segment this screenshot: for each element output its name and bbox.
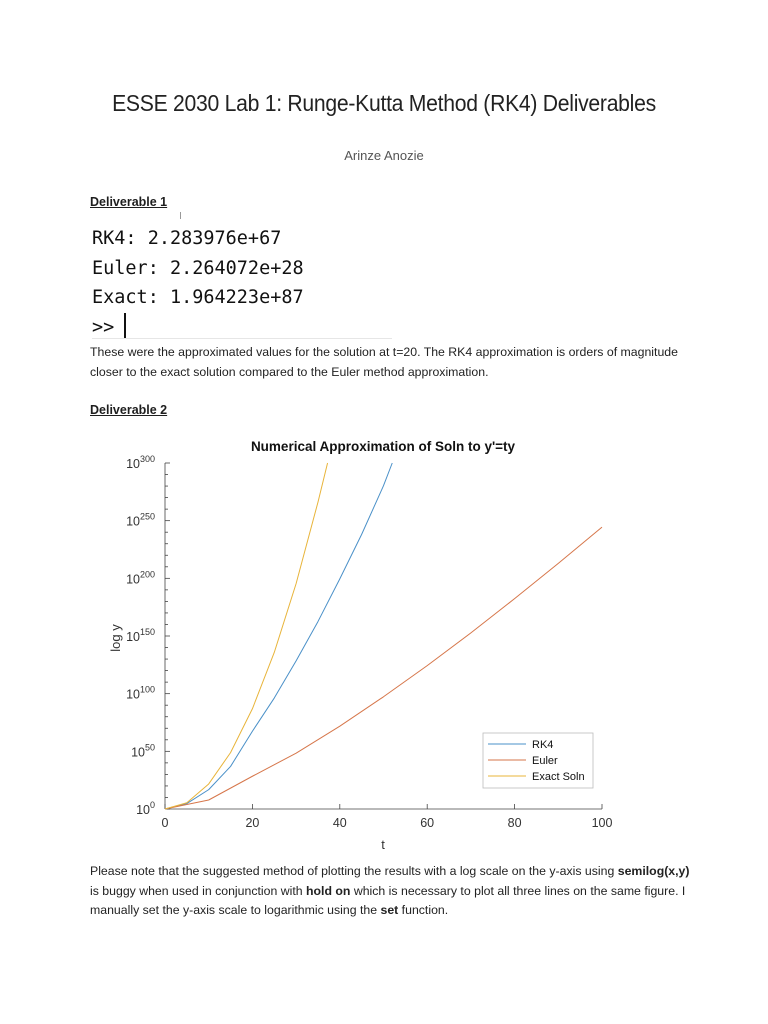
paragraph-2-text-2: is buggy when used in conjunction with (90, 883, 307, 898)
chart (90, 425, 630, 855)
x-tick-label: 20 (245, 816, 260, 830)
x-tick-label: 60 (420, 816, 435, 830)
legend-label-rk4: RK4 (532, 739, 554, 751)
stray-mark (180, 212, 181, 219)
console-line-exact: Exact: 1.964223e+87 (92, 287, 304, 308)
console-prompt: >> (92, 316, 115, 338)
paragraph-2-text-1: Please note that the suggested method of plotting the results with a log scale on the y-axis using (90, 864, 618, 878)
deliverable-2-heading: Deliverable 2 (90, 403, 168, 417)
paragraph-1: These were the approximated values for the solution at t=20. The RK4 approximation is orders of magnitude closer to the exact solution compared to the Euler method approximation. (90, 345, 678, 379)
x-tick-label: 100 (591, 816, 613, 830)
x-tick-label: 40 (332, 816, 347, 830)
y-tick-label: $10^{50}$ (131, 742, 155, 760)
code-set: set (380, 903, 399, 917)
document-title: ESSE 2030 Lab 1: Runge-Kutta Method (RK4) Deliverables (112, 90, 656, 116)
code-semilog: semilog(x,y) (617, 864, 690, 878)
console-output (92, 224, 392, 342)
console-line-rk4: RK4: 2.283976e+67 (92, 228, 282, 249)
y-tick-label: $10^{200}$ (126, 569, 155, 587)
legend-label-euler: Euler (532, 755, 558, 767)
chart-title: Numerical Approximation of Soln to y'=ty (250, 439, 516, 454)
series-line-rk4 (165, 463, 392, 809)
x-tick-label: 0 (161, 816, 169, 830)
console-line-euler: Euler: 2.264072e+28 (92, 257, 304, 279)
x-axis-label: t (381, 837, 385, 852)
y-tick-label: $10^{250}$ (126, 511, 155, 529)
console-divider (92, 338, 392, 339)
y-tick-label: $10^{150}$ (126, 627, 155, 644)
series-line-exact-soln (165, 463, 328, 809)
y-tick-label: $10^0$ (136, 800, 155, 817)
author-name: Arinze Anozie (344, 148, 424, 163)
code-hold-on: hold on (306, 883, 351, 898)
legend (483, 733, 593, 788)
y-axis-label: log y (108, 624, 123, 652)
legend-label-exact: Exact Soln (532, 771, 585, 783)
paragraph-2 (90, 862, 690, 921)
deliverable-1-heading: Deliverable 1 (90, 195, 168, 209)
x-tick-label: 80 (507, 816, 522, 830)
text-cursor (124, 313, 126, 339)
paragraph-2-text-4: function. (398, 903, 449, 917)
y-tick-label: $10^{100}$ (126, 684, 155, 702)
y-tick-label: $10^{300}$ (126, 454, 155, 471)
paragraph-2-text-3: which is necessary to plot all three lines on the same figure. I manually set the y-axis scale to logarithmic using the (90, 883, 686, 917)
